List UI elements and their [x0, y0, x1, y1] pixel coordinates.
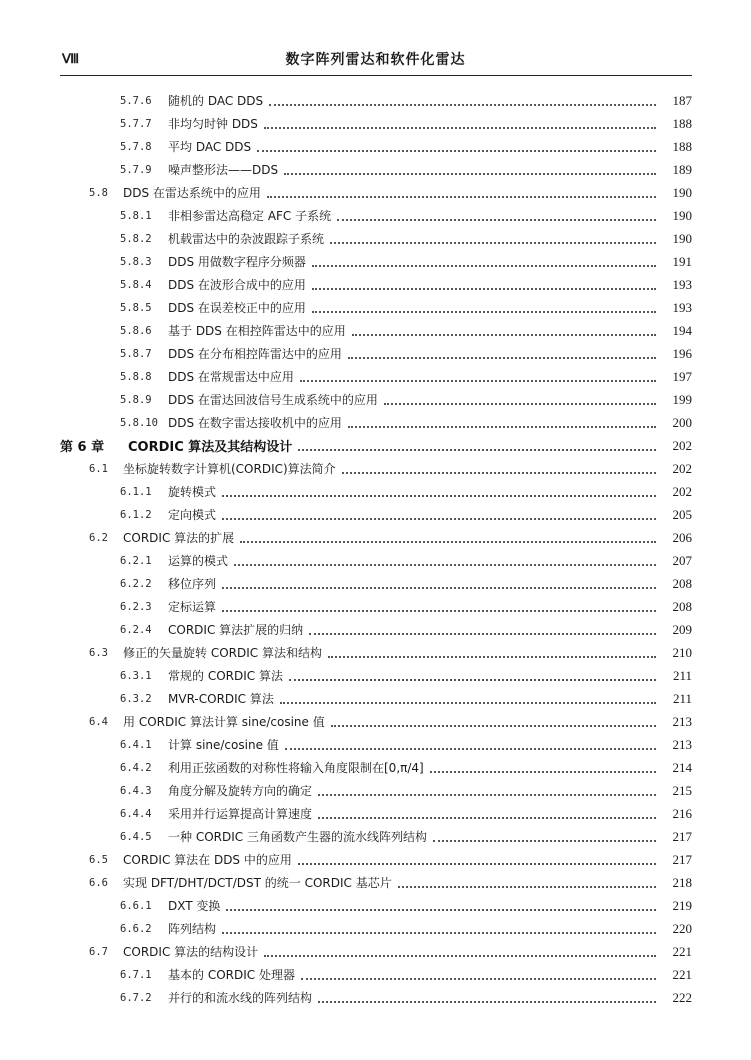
toc-entry-number: 6.2.2 [120, 577, 152, 590]
dot-leader [331, 713, 656, 727]
toc-entry-title: 一种 CORDIC 三角函数产生器的流水线阵列结构 [168, 830, 427, 844]
dot-leader [267, 184, 656, 198]
toc-entry-number: 6.3.2 [120, 692, 152, 705]
dot-leader [312, 299, 656, 313]
toc-subsection-entry [0, 963, 751, 986]
toc-entry-number: 5.8.3 [120, 255, 152, 268]
toc-entry-title: DDS 在波形合成中的应用 [168, 278, 306, 292]
toc-entry-number: 5.8.9 [120, 393, 152, 406]
toc-entry-title: DDS 在雷达回波信号生成系统中的应用 [168, 393, 378, 407]
toc-entry-title: DDS 在常规雷达中应用 [168, 370, 294, 384]
dot-leader [301, 966, 656, 980]
toc-subsection-entry [0, 411, 751, 434]
toc-entry-title: 定标运算 [168, 600, 217, 614]
toc-entry-page: 202 [672, 483, 692, 499]
toc-entry-title: CORDIC 算法在 DDS 中的应用 [123, 853, 292, 867]
toc-entry-page: 220 [672, 920, 692, 936]
toc-entry-page: 194 [672, 322, 692, 338]
toc-entry-page: 193 [672, 299, 692, 315]
toc-entry-number: 5.8.5 [120, 301, 152, 314]
toc-subsection-entry [0, 365, 751, 388]
toc-entry-page: 221 [672, 966, 692, 982]
toc-entry-title: DDS 在误差校正中的应用 [168, 301, 306, 315]
toc-entry-number: 5.8.7 [120, 347, 152, 360]
dot-leader [318, 782, 656, 796]
toc-entry-title: 利用正弦函数的对称性将输入角度限制在[0,π/4] [168, 761, 424, 775]
toc-subsection-entry [0, 204, 751, 227]
toc-entry-page: 205 [672, 506, 692, 522]
dot-leader [352, 322, 656, 336]
toc-subsection-entry [0, 894, 751, 917]
toc-entry-number: 6.7.2 [120, 991, 152, 1004]
dot-leader [264, 943, 656, 957]
toc-subsection-entry [0, 319, 751, 342]
toc-entry-page: 218 [672, 874, 692, 890]
toc-entry-number: 6.2.3 [120, 600, 152, 613]
toc-entry-number: 6.2.1 [120, 554, 152, 567]
dot-leader [222, 506, 656, 520]
dot-leader [312, 253, 656, 267]
toc-entry-title: CORDIC 算法扩展的归纳 [168, 623, 304, 637]
toc-entry-page: 196 [672, 345, 692, 361]
dot-leader [226, 897, 656, 911]
toc-entry-page: 217 [672, 851, 692, 867]
toc-subsection-entry [0, 733, 751, 756]
toc-subsection-entry [0, 273, 751, 296]
toc-entry-title: CORDIC 算法及其结构设计 [128, 440, 293, 455]
toc-entry-page: 199 [672, 391, 692, 407]
toc-entry-number: 6.4.4 [120, 807, 152, 820]
toc-entry-number: 5.8.2 [120, 232, 152, 245]
toc-entry-page: 216 [672, 805, 692, 821]
dot-leader [328, 644, 656, 658]
dot-leader [318, 805, 656, 819]
dot-leader [257, 138, 656, 152]
toc-entry-page: 202 [672, 437, 692, 453]
toc-entry-number: 6.2.4 [120, 623, 152, 636]
toc-entry-title: DDS 在数字雷达接收机中的应用 [168, 416, 342, 430]
dot-leader [318, 989, 656, 1003]
toc-entry-title: 非均匀时钟 DDS [168, 117, 258, 131]
toc-entry-title: 用 CORDIC 算法计算 sine/cosine 值 [123, 715, 325, 729]
toc-entry-title: 机载雷达中的杂波跟踪子系统 [168, 232, 325, 246]
toc-entry-title: CORDIC 算法的扩展 [123, 531, 235, 545]
toc-entry-page: 217 [672, 828, 692, 844]
toc-subsection-entry [0, 250, 751, 273]
toc-entry-title: 平均 DAC DDS [168, 140, 252, 154]
toc-entry-number: 6.6.1 [120, 899, 152, 912]
toc-entry-title: DDS 在分布相控阵雷达中的应用 [168, 347, 342, 361]
dot-leader [298, 437, 656, 451]
toc-subsection-entry [0, 572, 751, 595]
toc-entry-number: 6.4.1 [120, 738, 152, 751]
toc-entry-number: 5.7.6 [120, 94, 152, 107]
toc-entry-number: 6.2 [89, 531, 108, 544]
toc-subsection-entry [0, 756, 751, 779]
dot-leader [269, 92, 656, 106]
toc-entry-page: 222 [672, 989, 692, 1005]
dot-leader [222, 575, 656, 589]
toc-entry-page: 190 [672, 184, 692, 200]
toc-entry-number: 6.3.1 [120, 669, 152, 682]
toc-entry-number: 6.7 [89, 945, 108, 958]
toc-entry-page: 188 [672, 115, 692, 131]
toc-entry-number: 6.4 [89, 715, 108, 728]
toc-entry-title: 坐标旋转数字计算机(CORDIC)算法简介 [123, 462, 336, 476]
header-rule [60, 75, 692, 76]
toc-entry-number: 5.8.6 [120, 324, 152, 337]
dot-leader [264, 115, 656, 129]
dot-leader [289, 667, 656, 681]
toc-entry-number: 5.7.8 [120, 140, 152, 153]
toc-entry-page: 191 [672, 253, 692, 269]
toc-subsection-entry [0, 825, 751, 848]
toc-entry-number: 5.8.1 [120, 209, 152, 222]
toc-subsection-entry [0, 342, 751, 365]
toc-entry-number: 6.7.1 [120, 968, 152, 981]
toc-subsection-entry [0, 480, 751, 503]
dot-leader [285, 736, 656, 750]
toc-entry-page: 193 [672, 276, 692, 292]
toc-section-entry [0, 181, 751, 204]
toc-chapter-entry [0, 434, 751, 457]
dot-leader [309, 621, 656, 635]
toc-entry-page: 211 [672, 667, 692, 683]
toc-entry-title: 移位序列 [168, 577, 217, 591]
toc-section-entry [0, 710, 751, 733]
toc-entry-number: 6.5 [89, 853, 108, 866]
toc-section-entry [0, 940, 751, 963]
toc-entry-page: 206 [672, 529, 692, 545]
toc-entry-page: 219 [672, 897, 692, 913]
toc-entry-page: 197 [672, 368, 692, 384]
dot-leader [300, 368, 656, 382]
toc-entry-number: 6.6.2 [120, 922, 152, 935]
toc-subsection-entry [0, 802, 751, 825]
dot-leader [284, 161, 656, 175]
toc-entry-title: 角度分解及旋转方向的确定 [168, 784, 313, 798]
page-number: Ⅷ [62, 51, 79, 66]
dot-leader [430, 759, 656, 773]
toc-entry-title: 修正的矢量旋转 CORDIC 算法和结构 [123, 646, 322, 660]
toc-subsection-entry [0, 917, 751, 940]
toc-entry-page: 208 [672, 598, 692, 614]
toc-entry-title: DXT 变换 [168, 899, 221, 913]
dot-leader [312, 276, 656, 290]
toc-subsection-entry [0, 503, 751, 526]
toc-entry-page: 202 [672, 460, 692, 476]
toc-entry-page: 208 [672, 575, 692, 591]
toc-entry-number: 6.1 [89, 462, 108, 475]
toc-entry-number: 6.1.1 [120, 485, 152, 498]
dot-leader [330, 230, 656, 244]
toc-subsection-entry [0, 135, 751, 158]
toc-entry-number: 6.6 [89, 876, 108, 889]
toc-entry-page: 210 [672, 644, 692, 660]
toc-entry-title: 采用并行运算提高计算速度 [168, 807, 313, 821]
toc-section-entry [0, 526, 751, 549]
toc-entry-title: 噪声整形法——DDS [168, 163, 279, 177]
toc-subsection-entry [0, 388, 751, 411]
toc-entry-number: 6.4.5 [120, 830, 152, 843]
toc-entry-title: 阵列结构 [168, 922, 217, 936]
toc-entry-page: 190 [672, 207, 692, 223]
toc-subsection-entry [0, 664, 751, 687]
toc-entry-page: 213 [672, 713, 692, 729]
dot-leader [433, 828, 656, 842]
dot-leader [337, 207, 656, 221]
toc-entry-number: 6.1.2 [120, 508, 152, 521]
toc-entry-page: 187 [672, 92, 692, 108]
dot-leader [222, 598, 656, 612]
toc-section-entry [0, 871, 751, 894]
toc-entry-title: 基于 DDS 在相控阵雷达中的应用 [168, 324, 346, 338]
toc-entry-page: 190 [672, 230, 692, 246]
toc-entry-page: 207 [672, 552, 692, 568]
toc-subsection-entry [0, 89, 751, 112]
toc-entry-number: 5.7.9 [120, 163, 152, 176]
toc-subsection-entry [0, 549, 751, 572]
toc-entry-title: CORDIC 算法的结构设计 [123, 945, 259, 959]
toc-entry-number: 6.4.2 [120, 761, 152, 774]
dot-leader [298, 851, 656, 865]
toc-subsection-entry [0, 986, 751, 1009]
dot-leader [348, 414, 656, 428]
toc-entry-number: 5.8.8 [120, 370, 152, 383]
toc-entry-page: 214 [672, 759, 692, 775]
toc-section-entry [0, 457, 751, 480]
toc-entry-number: 6.3 [89, 646, 108, 659]
toc-subsection-entry [0, 158, 751, 181]
toc-entry-title: 基本的 CORDIC 处理器 [168, 968, 295, 982]
toc-subsection-entry [0, 595, 751, 618]
dot-leader [222, 920, 656, 934]
toc-subsection-entry [0, 296, 751, 319]
toc-subsection-entry [0, 687, 751, 710]
toc-entry-title: 旋转模式 [168, 485, 217, 499]
toc-entry-title: DDS 在雷达系统中的应用 [123, 186, 261, 200]
table-of-contents [0, 89, 751, 1009]
toc-entry-title: 非相参雷达高稳定 AFC 子系统 [168, 209, 332, 223]
toc-entry-page: 189 [672, 161, 692, 177]
toc-entry-number: 6.4.3 [120, 784, 152, 797]
toc-entry-title: 运算的模式 [168, 554, 229, 568]
toc-entry-page: 200 [672, 414, 692, 430]
toc-entry-number: 5.8.10 [120, 416, 158, 429]
toc-entry-number: 5.8.4 [120, 278, 152, 291]
running-title: 数字阵列雷达和软件化雷达 [285, 52, 466, 68]
dot-leader [234, 552, 656, 566]
toc-entry-page: 209 [672, 621, 692, 637]
toc-entry-title: 随机的 DAC DDS [168, 94, 264, 108]
toc-section-entry [0, 641, 751, 664]
dot-leader [280, 690, 656, 704]
toc-entry-number: 5.8 [89, 186, 108, 199]
toc-section-entry [0, 848, 751, 871]
toc-entry-title: 定向模式 [168, 508, 217, 522]
toc-entry-title: 计算 sine/cosine 值 [168, 738, 279, 752]
toc-entry-page: 188 [672, 138, 692, 154]
toc-entry-page: 211 [672, 690, 692, 706]
dot-leader [240, 529, 656, 543]
page-header [0, 0, 751, 80]
toc-subsection-entry [0, 112, 751, 135]
toc-subsection-entry [0, 779, 751, 802]
toc-entry-title: 实现 DFT/DHT/DCT/DST 的统一 CORDIC 基芯片 [123, 876, 392, 890]
toc-entry-page: 221 [672, 943, 692, 959]
toc-entry-title: 常规的 CORDIC 算法 [168, 669, 283, 683]
dot-leader [222, 483, 656, 497]
dot-leader [342, 460, 656, 474]
dot-leader [398, 874, 656, 888]
toc-entry-page: 215 [672, 782, 692, 798]
dot-leader [384, 391, 656, 405]
toc-entry-page: 213 [672, 736, 692, 752]
dot-leader [348, 345, 656, 359]
toc-subsection-entry [0, 618, 751, 641]
toc-entry-title: MVR-CORDIC 算法 [168, 692, 274, 706]
toc-subsection-entry [0, 227, 751, 250]
toc-entry-title: DDS 用做数字程序分频器 [168, 255, 306, 269]
toc-entry-number: 5.7.7 [120, 117, 152, 130]
toc-entry-number: 第 6 章 [60, 440, 105, 455]
toc-entry-title: 并行的和流水线的阵列结构 [168, 991, 313, 1005]
